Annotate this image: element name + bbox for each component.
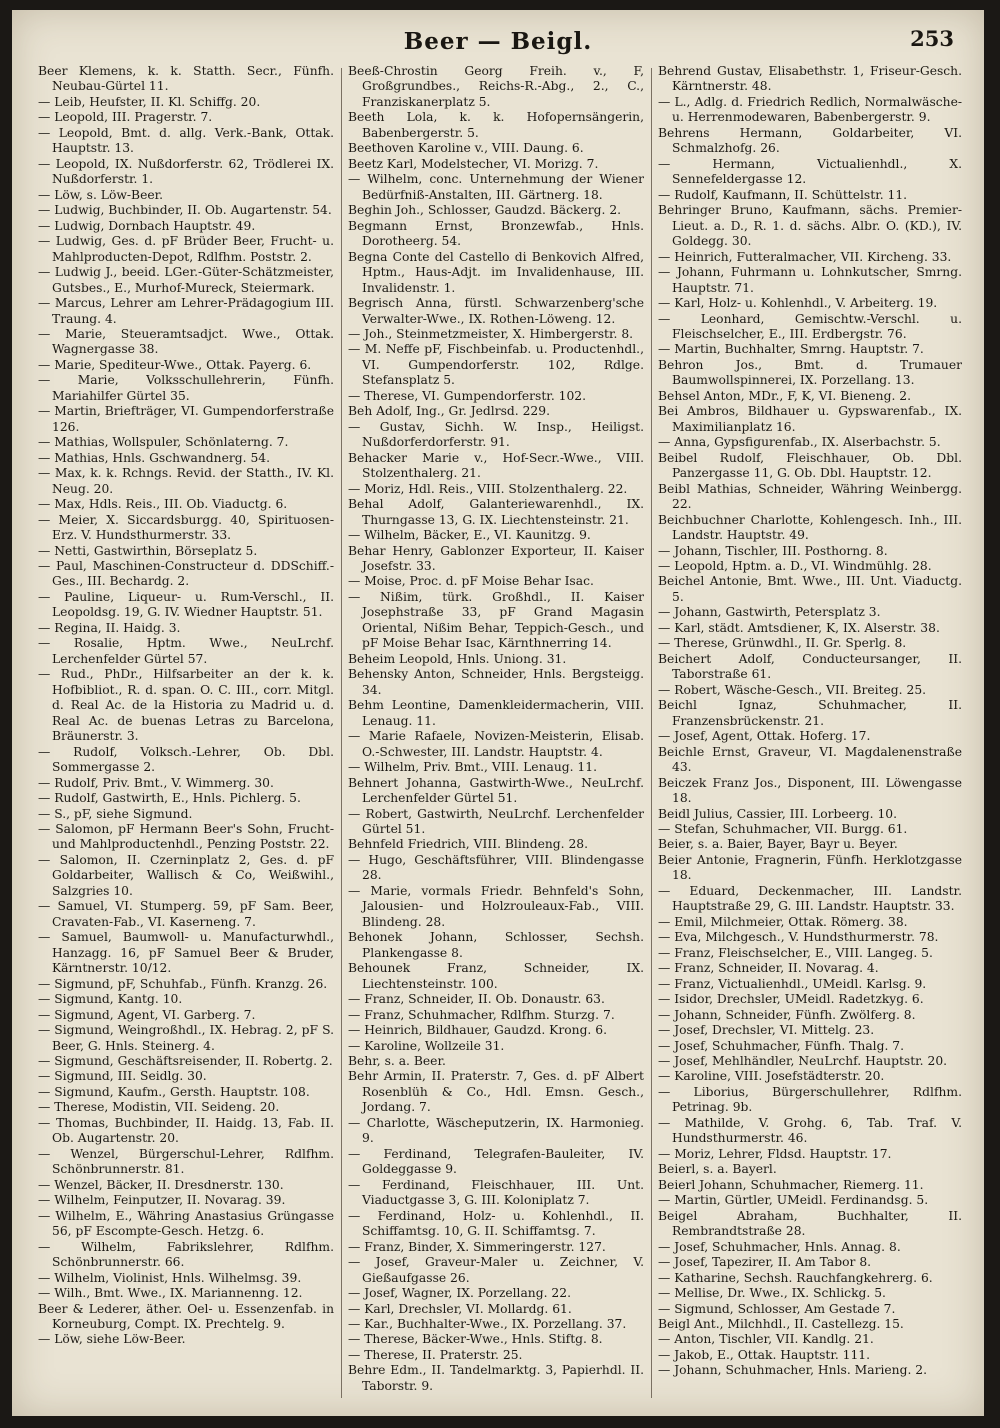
directory-entry: — Moriz, Hdl. Reis., VIII. Stolzenthalerg. 22.	[348, 481, 628, 496]
directory-entry: Beichbuchner Charlotte, Kohlengesch. Inh., III. Landstr. Hauptstr. 49.	[658, 512, 962, 543]
directory-entry: Beichl Ignaz, Schuhmacher, II. Franzensbrückenstr. 21.	[658, 698, 962, 728]
directory-entry: Beer & Lederer, äther. Oel- u. Essenzenfab. in Korneuburg, Compt. IX. Prechtelg. 9.	[38, 1301, 334, 1331]
directory-entry: Behron Jos., Bmt. d. Trumauer Baumwollspinnerei, IX. Porzellang. 13.	[658, 357, 962, 388]
directory-entry: — Joh., Steinmetzmeister, X. Himbergerstr. 8.	[348, 326, 634, 341]
directory-entry: — Hermann, Victualienhdl., X. Sennefeldergasse 12.	[658, 156, 962, 187]
directory-entry: — Nißim, türk. Großhdl., II. Kaiser Josephstraße 33, pF Grand Magasin Oriental, Nißim Behar, Teppich-Gesch., und pF Moise Behar Isac, Kärnthnerring 14.	[348, 589, 644, 651]
directory-entry: — Sigmund, Geschäftsreisender, II. Robertg. 2.	[38, 1054, 333, 1068]
directory-entry: — Sigmund, Kantg. 10.	[38, 992, 183, 1007]
directory-entry: — Rudolf, Gastwirth, E., Hnls. Pichlerg. 5.	[38, 791, 301, 806]
directory-entry: — Marie, Volksschullehrerin, Fünfh. Mariahilfer Gürtel 35.	[38, 373, 334, 403]
directory-entry: — Eva, Milchgesch., V. Hundsthurmerstr. 78.	[658, 930, 939, 945]
directory-entry: — Ferdinand, Telegrafen-Bauleiter, IV. Goldeggasse 9.	[348, 1146, 644, 1177]
directory-entry: Beheim Leopold, Hnls. Uniong. 31.	[348, 651, 567, 666]
directory-entry: — Mathilde, V. Grohg. 6, Tab. Traf. V. Hundsthurmerstr. 46.	[658, 1115, 962, 1146]
directory-entry: — Ludwig, Buchbinder, II. Ob. Augartenstr. 54.	[38, 203, 332, 218]
directory-entry: — Rosalie, Hptm. Wwe., NeuLrchf. Lerchenfelder Gürtel 57.	[38, 636, 334, 666]
directory-entry: Beichert Adolf, Conducteursanger, II. Taborstraße 61.	[658, 651, 962, 682]
directory-entry: — Franz, Schuhmacher, Rdlfhm. Sturzg. 7.	[348, 1007, 615, 1022]
directory-entry: — Wilhelm, Bäcker, E., VI. Kaunitzg. 9.	[348, 528, 591, 543]
directory-entry: — Isidor, Drechsler, UMeidl. Radetzkyg. 6.	[658, 992, 924, 1007]
directory-entry: — Marie Rafaele, Novizen-Meisterin, Elisab. O.-Schwester, III. Landstr. Hauptstr. 4.	[348, 729, 644, 759]
column-2	[348, 64, 644, 1406]
directory-entry: — Martin, Gürtler, UMeidl. Ferdinandsg. 5.	[658, 1193, 929, 1208]
directory-entry: — Wilhelm, Feinputzer, II. Novarag. 39.	[38, 1193, 286, 1208]
directory-entry: Behrens Hermann, Goldarbeiter, VI. Schmalzhofg. 26.	[658, 125, 962, 156]
directory-entry: — Hugo, Geschäftsführer, VIII. Blindengasse 28.	[348, 852, 644, 883]
directory-entry: — Johann, Fuhrmann u. Lohnkutscher, Smrng. Hauptstr. 71.	[658, 265, 962, 295]
directory-entry: — Ferdinand, Holz- u. Kohlenhdl., II. Schiffamtsg. 10, G. II. Schiffamtsg. 7.	[348, 1208, 644, 1239]
directory-entry: — Mathias, Hnls. Gschwandnerg. 54.	[38, 450, 270, 465]
directory-entry: — Therese, Bäcker-Wwe., Hnls. Stiftg. 8.	[348, 1332, 603, 1347]
directory-entry: — Salomon, II. Czerninplatz 2, Ges. d. pF Goldarbeiter, Wallisch & Co, Weißwihl., Salzgries 10.	[38, 852, 334, 898]
column-divider	[651, 68, 652, 1398]
directory-entry: Beiczek Franz Jos., Disponent, III. Löwengasse 18.	[658, 775, 962, 806]
directory-entry: Behnfeld Friedrich, VIII. Blindeng. 28.	[348, 837, 589, 852]
directory-entry: Beigl Ant., Milchhdl., II. Castellezg. 15.	[658, 1316, 904, 1331]
directory-entry: Beier Antonie, Fragnerin, Fünfh. Herklotzgasse 18.	[658, 852, 962, 883]
directory-entry: — Johann, Schuhmacher, Hnls. Marieng. 2.	[658, 1363, 927, 1378]
directory-entry: — L., Adlg. d. Friedrich Redlich, Normalwäsche- u. Herrenmodewaren, Babenbergerstr. 9.	[658, 94, 962, 125]
directory-entry: — Gustav, Sichh. W. Insp., Heiligst. Nußdorferdorferstr. 91.	[348, 419, 644, 450]
directory-entry: — Karoline, VIII. Josefstädterstr. 20.	[658, 1069, 885, 1084]
directory-entry: — Löw, siehe Löw-Beer.	[38, 1332, 186, 1347]
directory-entry: — Wenzel, Bäcker, II. Dresdnerstr. 130.	[38, 1177, 284, 1192]
directory-entry: Behsel Anton, MDr., F, K, VI. Bieneng. 2.	[658, 388, 912, 403]
directory-entry: — Wilhelm, Violinist, Hnls. Wilhelmsg. 39.	[38, 1270, 302, 1285]
directory-entry: — Johann, Tischler, III. Posthorng. 8.	[658, 543, 888, 558]
directory-entry: — Leib, Heufster, II. Kl. Schiffg. 20.	[38, 94, 261, 109]
directory-entry: — Heinrich, Bildhauer, Gaudzd. Krong. 6.	[348, 1023, 607, 1038]
directory-entry: — Leopold, Hptm. a. D., VI. Windmühlg. 28.	[658, 559, 932, 573]
directory-entry: — Karoline, Wollzeile 31.	[348, 1038, 505, 1053]
directory-entry: — Wilhelm, conc. Unternehmung der Wiener Bedürfniß-Anstalten, III. Gärtnerg. 18.	[348, 172, 644, 202]
directory-entry: Behar Henry, Gablonzer Exporteur, II. Kaiser Josefstr. 33.	[348, 543, 644, 573]
directory-entry: — Jakob, E., Ottak. Hauptstr. 111.	[658, 1347, 871, 1362]
directory-entry: — Emil, Milchmeier, Ottak. Römerg. 38.	[658, 914, 908, 929]
directory-entry: Beierl Johann, Schuhmacher, Riemerg. 11.	[658, 1177, 924, 1192]
directory-entry: — Robert, Wäsche-Gesch., VII. Breiteg. 25.	[658, 682, 927, 697]
directory-entry: Beeß-Chrostin Georg Freih. v., F, Großgrundbes., Reichs-R.-Abg., 2., C., Franziskanerplatz 5.	[348, 64, 644, 109]
directory-entry: — Franz, Binder, X. Simmeringerstr. 127.	[348, 1239, 606, 1254]
directory-entry: Behr, s. a. Beer.	[348, 1054, 446, 1068]
directory-entry: — Samuel, Baumwoll- u. Manufacturwhdl., Hanzagg. 16, pF Samuel Beer & Bruder, Kärntnerstr. 10/12.	[38, 930, 334, 976]
column-1	[38, 64, 334, 1406]
directory-entry: — Sigmund, Kaufm., Gersth. Hauptstr. 108.	[38, 1084, 310, 1099]
directory-entry: — Wenzel, Bürgerschul-Lehrer, Rdlfhm. Schönbrunnerstr. 81.	[38, 1146, 334, 1177]
directory-entry: Behensky Anton, Schneider, Hnls. Bergsteigg. 34.	[348, 667, 644, 697]
directory-entry: Beidl Julius, Cassier, III. Lorbeerg. 10.	[658, 806, 898, 821]
directory-entry: — Johann, Gastwirth, Petersplatz 3.	[658, 605, 881, 620]
directory-entry: — S., pF, siehe Sigmund.	[38, 806, 193, 821]
directory-entry: Begna Conte del Castello di Benkovich Alfred, Hptm., Haus-Adjt. im Invalidenhause, III. Invalidenstr. 1.	[348, 249, 644, 295]
directory-entry: Beierl, s. a. Bayerl.	[658, 1162, 777, 1177]
directory-entry: Beetz Karl, Modelstecher, VI. Morizg. 7.	[348, 156, 599, 171]
directory-entry: — Sigmund, Schlosser, Am Gestade 7.	[658, 1301, 896, 1316]
directory-entry: — Wilhelm, Fabrikslehrer, Rdlfhm. Schönbrunnerstr. 66.	[38, 1239, 334, 1270]
directory-entry: Beh Adolf, Ing., Gr. Jedlrsd. 229.	[348, 404, 550, 419]
directory-entry: Behal Adolf, Galanteriewarenhdl., IX. Thurngasse 13, G. IX. Liechtensteinstr. 21.	[348, 497, 644, 527]
directory-entry: — Thomas, Buchbinder, II. Haidg. 13, Fab. II. Ob. Augartenstr. 20.	[38, 1115, 334, 1146]
directory-entry: Begmann Ernst, Bronzewfab., Hnls. Dorotheerg. 54.	[348, 218, 644, 249]
directory-entry: — Therese, Modistin, VII. Seideng. 20.	[38, 1100, 280, 1115]
directory-entry: — Josef, Schuhmacher, Hnls. Annag. 8.	[658, 1239, 901, 1254]
directory-entry: Behonek Johann, Schlosser, Sechsh. Plankengasse 8.	[348, 930, 644, 960]
directory-entry: — Therese, Grünwdhl., II. Gr. Sperlg. 8.	[658, 636, 907, 651]
directory-entry: — Moise, Proc. d. pF Moise Behar Isac.	[348, 574, 594, 589]
directory-entry: Behacker Marie v., Hof-Secr.-Wwe., VIII. Stolzenthalerg. 21.	[348, 450, 644, 481]
page-header	[12, 10, 984, 62]
running-head: Beer — Beigl.	[403, 28, 593, 55]
directory-entry: — Katharine, Sechsh. Rauchfangkehrerg. 6.	[658, 1270, 933, 1285]
directory-entry: — Paul, Maschinen-Constructeur d. DDSchiff.-Ges., III. Bechardg. 2.	[38, 559, 334, 589]
directory-entry: — Ferdinand, Fleischhauer, III. Unt. Viaductgasse 3, G. III. Koloniplatz 7.	[348, 1177, 644, 1208]
directory-entry: — Rudolf, Kaufmann, II. Schüttelstr. 11.	[658, 187, 908, 202]
directory-entry: — Heinrich, Futteralmacher, VII. Kircheng. 33.	[658, 249, 952, 264]
directory-entry: Begrisch Anna, fürstl. Schwarzenberg'sche Verwalter-Wwe., IX. Rothen-Löweng. 12.	[348, 296, 644, 326]
directory-entry: Beibl Mathias, Schneider, Währing Weinbergg. 22.	[658, 481, 962, 512]
directory-entry: — Johann, Schneider, Fünfh. Zwölferg. 8.	[658, 1007, 916, 1022]
directory-entry: Beeth Lola, k. k. Hofopernsängerin, Babenbergerstr. 5.	[348, 110, 644, 140]
directory-entry: — Löw, s. Löw-Beer.	[38, 187, 164, 202]
directory-entry: — Kar., Buchhalter-Wwe., IX. Porzellang. 37.	[348, 1316, 627, 1331]
directory-entry: Beichle Ernst, Graveur, VI. Magdalenenstraße 43.	[658, 744, 962, 775]
directory-entry: — Franz, Schneider, II. Ob. Donaustr. 63.	[348, 992, 605, 1007]
directory-entry: — Josef, Wagner, IX. Porzellang. 22.	[348, 1286, 571, 1301]
directory-entry: — Josef, Mehlhändler, NeuLrchf. Hauptstr. 20.	[658, 1054, 948, 1068]
directory-entry: — Stefan, Schuhmacher, VII. Burgg. 61.	[658, 821, 908, 836]
directory-entry: Bei Ambros, Bildhauer u. Gypswarenfab., IX. Maximilianplatz 16.	[658, 404, 962, 434]
directory-entry: — Salomon, pF Hermann Beer's Sohn, Frucht- und Mahlproductenhdl., Penzing Poststr. 22.	[38, 821, 334, 852]
directory-entry: — Josef, Schuhmacher, Fünfh. Thalg. 7.	[658, 1038, 905, 1053]
directory-entry: Behnert Johanna, Gastwirth-Wwe., NeuLrchf. Lerchenfelder Gürtel 51.	[348, 775, 644, 806]
directory-entry: — Marie, Spediteur-Wwe., Ottak. Payerg. 6.	[38, 357, 312, 372]
directory-entry: — Anna, Gypsfigurenfab., IX. Alserbachstr. 5.	[658, 435, 941, 450]
directory-entry: — Leopold, Bmt. d. allg. Verk.-Bank, Ottak. Hauptstr. 13.	[38, 125, 334, 156]
directory-entry: — Josef, Agent, Ottak. Hoferg. 17.	[658, 729, 871, 744]
directory-entry: — Marie, Steueramtsadjct. Wwe., Ottak. Wagnergasse 38.	[38, 326, 334, 357]
directory-page	[12, 10, 984, 1416]
directory-entry: — Max, k. k. Rchngs. Revid. der Statth., IV. Kl. Neug. 20.	[38, 466, 334, 496]
directory-entry: — Wilh., Bmt. Wwe., IX. Mariannenng. 12.	[38, 1286, 303, 1301]
directory-entry: — Mellise, Dr. Wwe., IX. Schlickg. 5.	[658, 1286, 886, 1301]
directory-entry: Behrend Gustav, Elisabethstr. 1, Friseur-Gesch. Kärntnerstr. 48.	[658, 64, 962, 94]
directory-entry: — Samuel, VI. Stumperg. 59, pF Sam. Beer, Cravaten-Fab., VI. Kaserneng. 7.	[38, 899, 334, 929]
directory-entry: — Pauline, Liqueur- u. Rum-Verschl., II. Leopoldsg. 19, G. IV. Wiedner Hauptstr. 51.	[38, 589, 334, 620]
directory-entry: Behr Armin, II. Praterstr. 7, Ges. d. pF Albert Rosenblüh & Co., Hdl. Emsn. Gesch., Jordang. 7.	[348, 1069, 644, 1115]
directory-entry: — Marie, vormals Friedr. Behnfeld's Sohn, Jalousien- und Holzrouleaux-Fab., VIII. Blindeng. 28.	[348, 883, 644, 929]
directory-entry: — Martin, Buchhalter, Smrng. Hauptstr. 7.	[658, 342, 924, 357]
directory-entry: Behounek Franz, Schneider, IX. Liechtensteinstr. 100.	[348, 961, 644, 991]
directory-entry: Behringer Bruno, Kaufmann, sächs. Premier-Lieut. a. D., R. 1. d. sächs. Albr. O. (KD.), IV. Goldegg. 30.	[658, 203, 962, 249]
directory-entry: — Josef, Tapezirer, II. Am Tabor 8.	[658, 1255, 872, 1270]
page-number: 253	[910, 26, 954, 51]
directory-entry: Beichel Antonie, Bmt. Wwe., III. Unt. Viaductg. 5.	[658, 574, 962, 604]
directory-entry: — Charlotte, Wäscheputzerin, IX. Harmonieg. 9.	[348, 1115, 644, 1146]
column-divider	[341, 68, 342, 1398]
directory-entry: — Josef, Drechsler, VI. Mittelg. 23.	[658, 1023, 875, 1038]
directory-entry: — Sigmund, pF, Schuhfab., Fünfh. Kranzg. 26.	[38, 976, 328, 991]
directory-entry: — Sigmund, Agent, VI. Garberg. 7.	[38, 1007, 256, 1022]
directory-entry: — Marcus, Lehrer am Lehrer-Prädagogium III. Traung. 4.	[38, 296, 334, 326]
directory-columns	[38, 64, 962, 1406]
directory-entry: — Rudolf, Priv. Bmt., V. Wimmerg. 30.	[38, 775, 274, 790]
directory-entry: Beier, s. a. Baier, Bayer, Bayr u. Beyer.	[658, 837, 898, 852]
directory-entry: — Ludwig, Ges. d. pF Brüder Beer, Frucht- u. Mahlproducten-Depot, Rdlfhm. Poststr. 2.	[38, 234, 334, 264]
directory-entry: — Netti, Gastwirthin, Börseplatz 5.	[38, 543, 258, 558]
directory-entry: Beer Klemens, k. k. Statth. Secr., Fünfh. Neubau-Gürtel 11.	[38, 64, 334, 94]
directory-entry: — Robert, Gastwirth, NeuLrchf. Lerchenfelder Gürtel 51.	[348, 806, 644, 836]
directory-entry: — Martin, Briefträger, VI. Gumpendorferstraße 126.	[38, 404, 334, 434]
directory-entry: — Josef, Graveur-Maler u. Zeichner, V. Gießaufgasse 26.	[348, 1255, 644, 1285]
directory-entry: Beibel Rudolf, Fleischhauer, Ob. Dbl. Panzergasse 11, G. Ob. Dbl. Hauptstr. 12.	[658, 450, 962, 481]
directory-entry: — Rudolf, Volksch.-Lehrer, Ob. Dbl. Sommergasse 2.	[38, 744, 334, 775]
directory-entry: — Franz, Schneider, II. Novarag. 4.	[658, 961, 879, 976]
directory-entry: Behre Edm., II. Tandelmarktg. 3, Papierhdl. II. Taborstr. 9.	[348, 1363, 644, 1393]
column-3	[658, 64, 962, 1406]
directory-entry: — Therese, II. Praterstr. 25.	[348, 1347, 523, 1362]
directory-entry: — Franz, Victualienhdl., UMeidl. Karlsg. 9.	[658, 976, 927, 991]
directory-entry: — Sigmund, III. Seidlg. 30.	[38, 1069, 207, 1084]
directory-entry: — Therese, VI. Gumpendorferstr. 102.	[348, 388, 587, 403]
directory-entry: — Regina, II. Haidg. 3.	[38, 620, 181, 635]
directory-entry: Beethoven Karoline v., VIII. Daung. 6.	[348, 141, 584, 156]
directory-entry: — Franz, Fleischselcher, E., VIII. Langeg. 5.	[658, 945, 933, 960]
directory-entry: — Leonhard, Gemischtw.-Verschl. u. Fleischselcher, E., III. Erdbergstr. 76.	[658, 311, 962, 341]
directory-entry: — Ludwig, Dornbach Hauptstr. 49.	[38, 218, 256, 233]
directory-entry: — Rud., PhDr., Hilfsarbeiter an der k. k. Hofbibliot., R. d. span. O. C. III., corr. Mitgl. d. Real Ac. de la Historia zu Madrid u. d. Real Ac. de buenas Letras zu Barcelona, Bräunerstr. 3.	[38, 667, 334, 744]
directory-entry: — Wilhelm, E., Währing Anastasius Grüngasse 56, pF Escompte-Gesch. Hetzg. 6.	[38, 1208, 334, 1239]
directory-entry: — Sigmund, Weingroßhdl., IX. Hebrag. 2, pF S. Beer, G. Hnls. Steinerg. 4.	[38, 1023, 334, 1053]
directory-entry: — M. Neffe pF, Fischbeinfab. u. Productenhdl., VI. Gumpendorferstr. 102, Rdlge. Stefansplatz 5.	[348, 342, 644, 388]
directory-entry: — Anton, Tischler, VII. Kandlg. 21.	[658, 1332, 874, 1347]
directory-entry: Behm Leontine, Damenkleidermacherin, VIII. Lenaug. 11.	[348, 698, 644, 728]
directory-entry: — Leopold, IX. Nußdorferstr. 62, Trödlerei IX. Nußdorferstr. 1.	[38, 156, 334, 187]
directory-entry: — Leopold, III. Pragerstr. 7.	[38, 110, 213, 125]
directory-entry: — Moriz, Lehrer, Fldsd. Hauptstr. 17.	[658, 1146, 892, 1161]
directory-entry: — Eduard, Deckenmacher, III. Landstr. Hauptstraße 29, G. III. Landstr. Hauptstr. 33.	[658, 883, 962, 914]
directory-entry: — Wilhelm, Priv. Bmt., VIII. Lenaug. 11.	[348, 760, 597, 775]
directory-entry: — Ludwig J., beeid. LGer.-Güter-Schätzmeister, Gutsbes., E., Murhof-Mureck, Steiermark.	[38, 265, 334, 295]
directory-entry: Beghin Joh., Schlosser, Gaudzd. Bäckerg. 2.	[348, 203, 622, 218]
directory-entry: — Mathias, Wollspuler, Schönlaterng. 7.	[38, 435, 289, 450]
directory-entry: — Liborius, Bürgerschullehrer, Rdlfhm. Petrinag. 9b.	[658, 1084, 962, 1115]
directory-entry: — Max, Hdls. Reis., III. Ob. Viaductg. 6.	[38, 497, 288, 512]
directory-entry: — Karl, Drechsler, VI. Mollardg. 61.	[348, 1301, 572, 1316]
directory-entry: Beigel Abraham, Buchhalter, II. Rembrandtstraße 28.	[658, 1208, 962, 1239]
directory-entry: — Karl, Holz- u. Kohlenhdl., V. Arbeiterg. 19.	[658, 296, 938, 311]
directory-entry: — Meier, X. Siccardsburgg. 40, Spirituosen-Erz. V. Hundsthurmerstr. 33.	[38, 512, 334, 543]
directory-entry: — Karl, städt. Amtsdiener, K, IX. Alserstr. 38.	[658, 620, 940, 635]
